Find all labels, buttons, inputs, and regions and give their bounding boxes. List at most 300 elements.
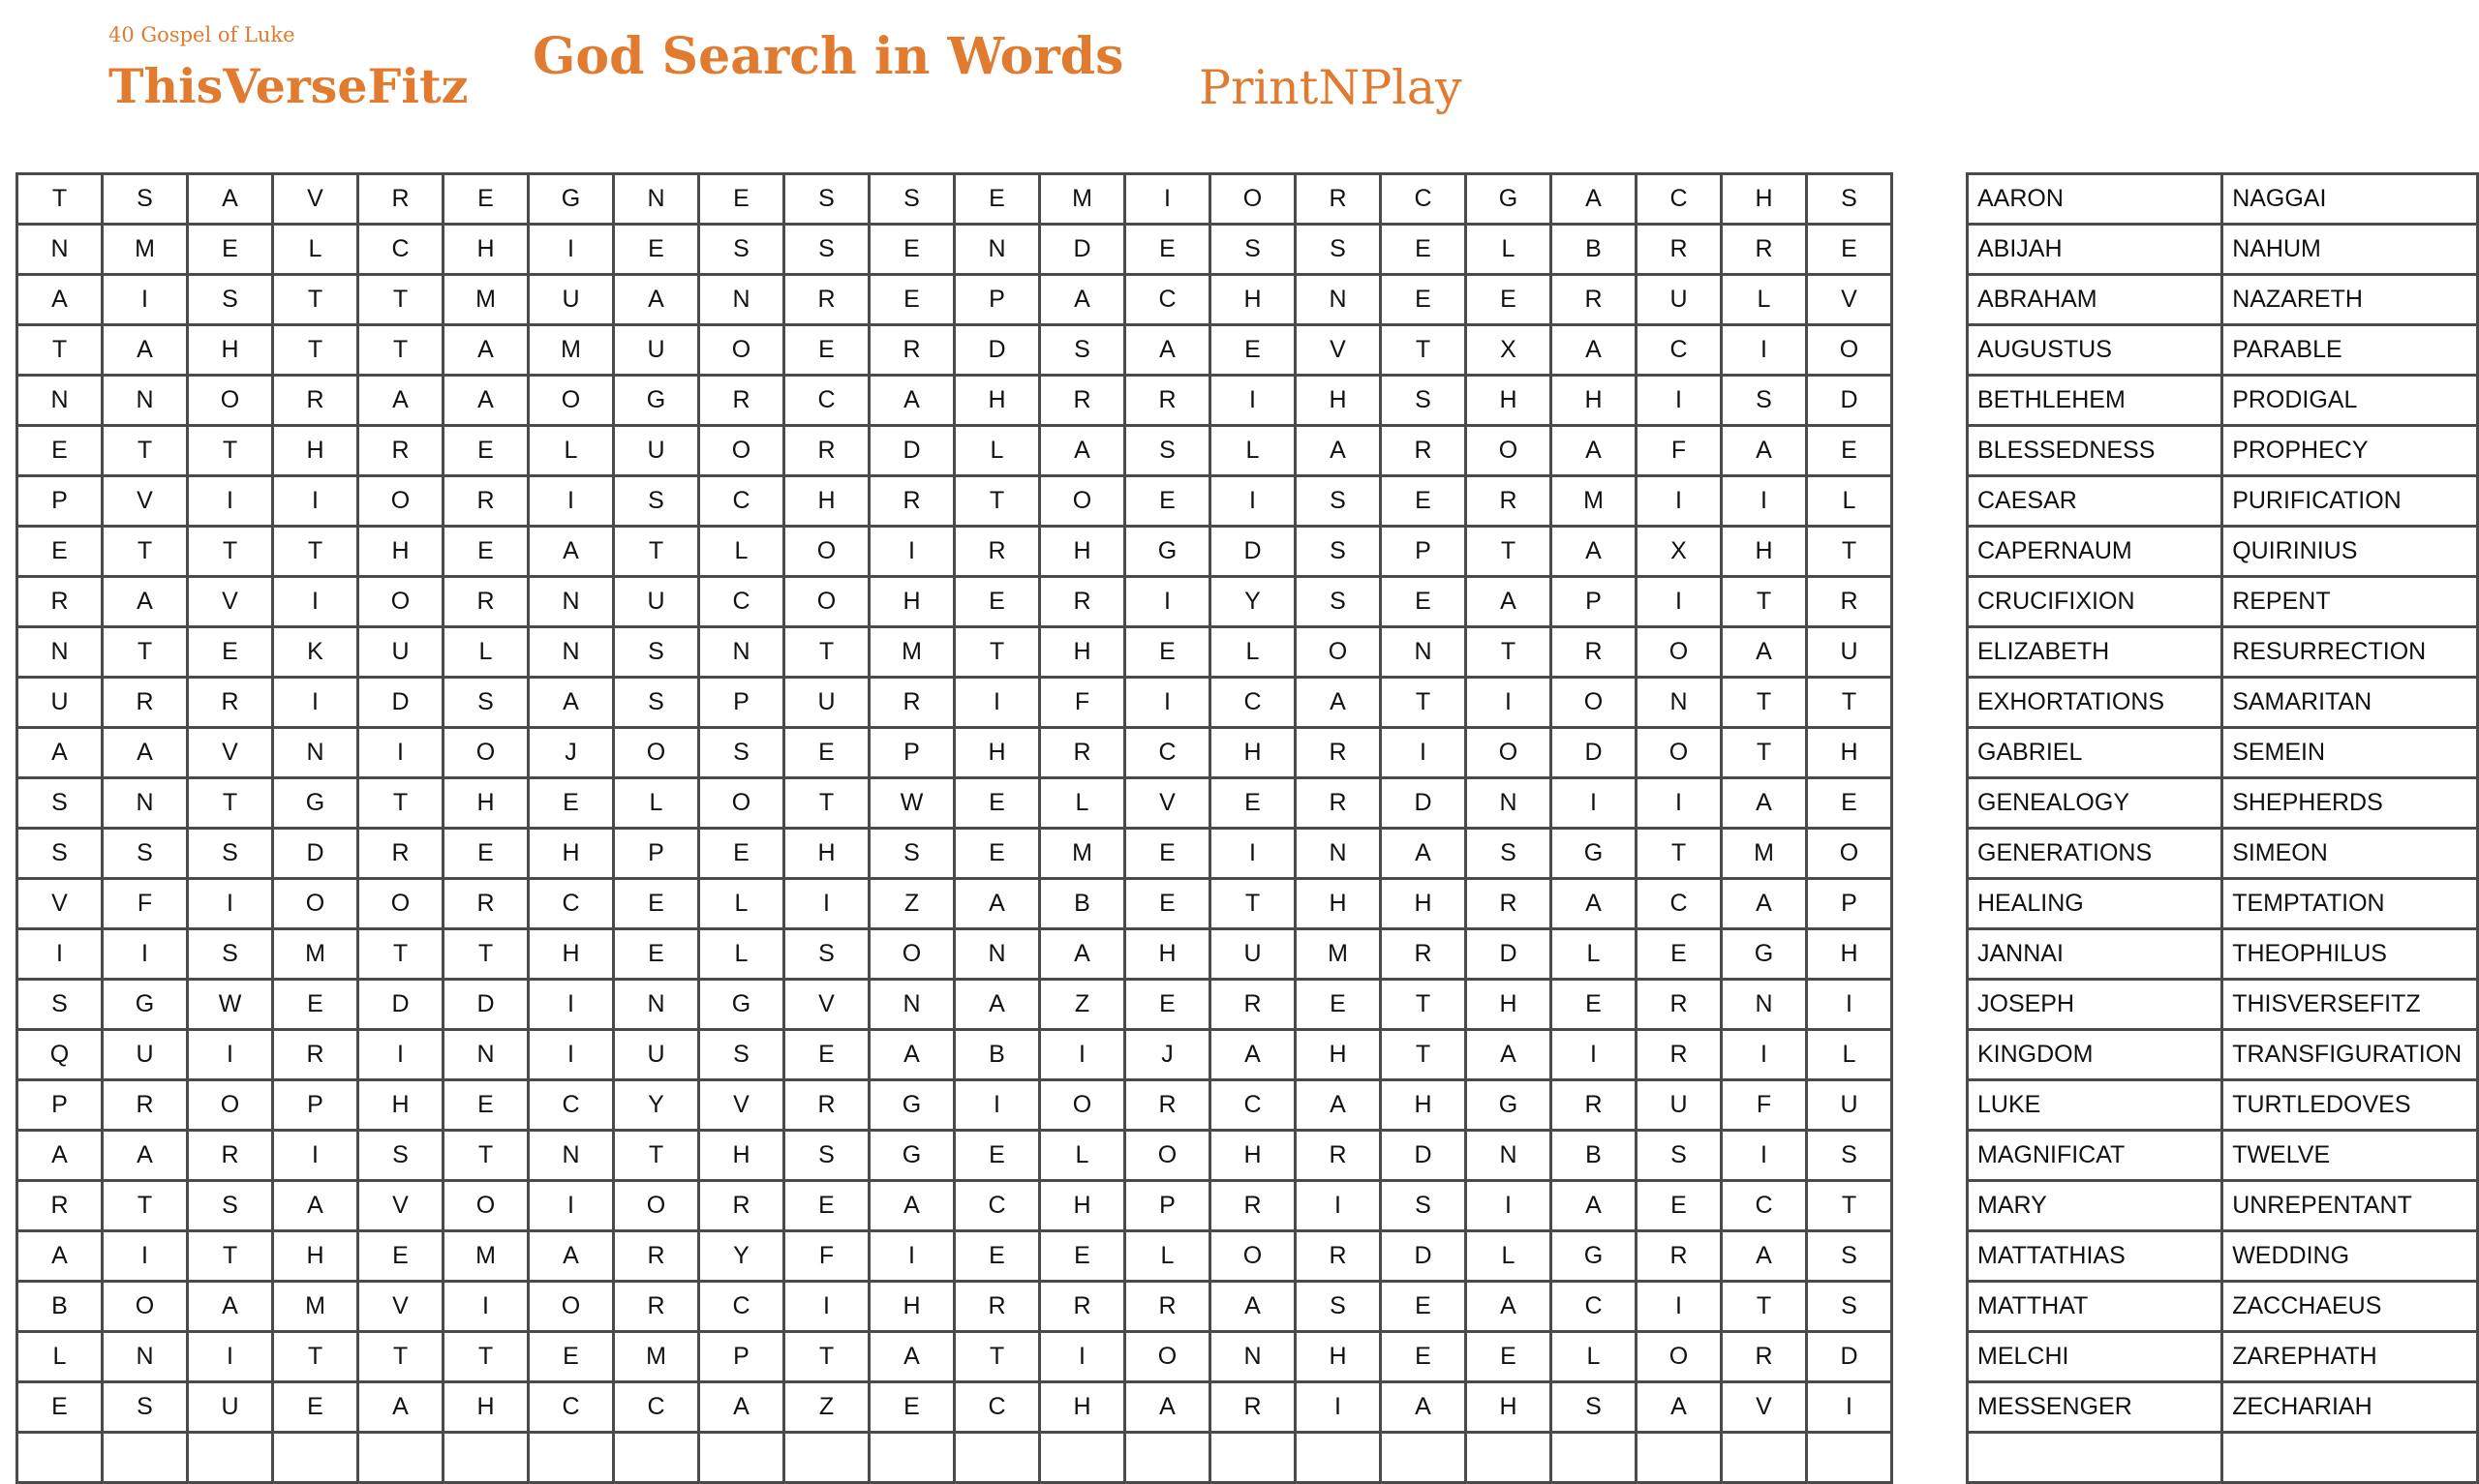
grid-cell[interactable]: E [444,174,529,225]
grid-cell[interactable]: C [529,1080,614,1131]
grid-cell[interactable]: H [1807,728,1892,778]
grid-cell[interactable]: H [444,1382,529,1433]
grid-cell[interactable]: I [1210,476,1296,527]
grid-cell[interactable]: T [188,778,273,829]
grid-cell[interactable]: T [103,627,188,678]
grid-cell[interactable]: A [103,728,188,778]
grid-cell[interactable]: O [699,778,784,829]
grid-cell[interactable]: N [103,376,188,426]
grid-cell[interactable]: Y [614,1080,699,1131]
grid-cell[interactable]: A [955,879,1040,929]
grid-cell[interactable]: N [614,174,699,225]
grid-cell[interactable]: I [1125,174,1210,225]
grid-cell[interactable]: U [614,325,699,376]
grid-cell[interactable]: D [1381,1231,1466,1282]
grid-cell[interactable]: E [188,225,273,275]
grid-cell[interactable]: D [1807,1332,1892,1382]
grid-cell[interactable]: P [1551,577,1637,627]
grid-cell[interactable]: S [188,1181,273,1231]
grid-cell[interactable]: N [1722,980,1807,1030]
grid-cell[interactable]: A [1381,829,1466,879]
grid-cell[interactable]: C [699,577,784,627]
grid-cell[interactable]: H [529,929,614,980]
grid-cell[interactable]: A [1722,778,1807,829]
grid-cell[interactable]: R [358,426,444,476]
grid-cell[interactable]: E [1466,275,1551,325]
grid-cell[interactable]: N [529,627,614,678]
grid-cell[interactable]: H [784,829,870,879]
grid-cell[interactable]: T [1807,678,1892,728]
grid-cell[interactable]: H [273,426,358,476]
grid-cell[interactable]: E [784,325,870,376]
grid-cell[interactable]: A [1296,1080,1381,1131]
grid-cell[interactable]: R [1125,1080,1210,1131]
grid-cell[interactable]: D [358,678,444,728]
grid-cell[interactable]: W [870,778,955,829]
grid-cell[interactable]: V [699,1080,784,1131]
grid-cell[interactable]: T [103,1181,188,1231]
grid-cell[interactable]: H [1040,1382,1125,1433]
grid-cell[interactable]: H [1296,376,1381,426]
grid-cell[interactable]: L [614,778,699,829]
grid-cell[interactable]: D [358,980,444,1030]
grid-cell[interactable]: N [1466,1131,1551,1181]
grid-cell[interactable]: P [614,829,699,879]
grid-cell[interactable]: A [1296,426,1381,476]
grid-cell[interactable]: G [614,376,699,426]
grid-cell[interactable]: T [103,527,188,577]
grid-cell[interactable]: C [614,1382,699,1433]
grid-cell[interactable]: L [699,527,784,577]
grid-cell[interactable]: O [358,879,444,929]
grid-cell[interactable]: N [870,980,955,1030]
grid-cell[interactable]: E [870,275,955,325]
grid-cell[interactable]: A [1296,678,1381,728]
grid-cell[interactable]: S [784,225,870,275]
grid-cell[interactable]: E [1637,1181,1722,1231]
grid-cell[interactable]: V [1125,778,1210,829]
grid-cell[interactable] [870,1433,955,1483]
grid-cell[interactable]: H [1296,1030,1381,1080]
grid-cell[interactable]: P [955,275,1040,325]
grid-cell[interactable]: D [1807,376,1892,426]
grid-cell[interactable]: D [1381,778,1466,829]
grid-cell[interactable]: L [1466,1231,1551,1282]
grid-cell[interactable]: R [1637,225,1722,275]
grid-cell[interactable]: M [444,275,529,325]
grid-cell[interactable]: A [1722,879,1807,929]
grid-cell[interactable]: I [103,929,188,980]
grid-cell[interactable]: I [529,225,614,275]
grid-cell[interactable]: I [17,929,103,980]
grid-cell[interactable]: E [1381,1282,1466,1332]
grid-cell[interactable]: U [103,1030,188,1080]
grid-cell[interactable]: H [1296,1332,1381,1382]
grid-cell[interactable]: M [273,929,358,980]
grid-cell[interactable] [955,1433,1040,1483]
grid-cell[interactable]: C [1551,1282,1637,1332]
grid-cell[interactable]: B [17,1282,103,1332]
grid-cell[interactable]: I [1466,1181,1551,1231]
grid-cell[interactable]: T [955,627,1040,678]
grid-cell[interactable]: T [1722,577,1807,627]
grid-cell[interactable]: A [1125,1382,1210,1433]
grid-cell[interactable]: I [444,1282,529,1332]
grid-cell[interactable]: I [1125,678,1210,728]
grid-cell[interactable]: L [444,627,529,678]
grid-cell[interactable]: P [870,728,955,778]
grid-cell[interactable]: R [103,678,188,728]
grid-cell[interactable]: S [1210,225,1296,275]
grid-cell[interactable]: I [529,1181,614,1231]
grid-cell[interactable]: A [529,678,614,728]
grid-cell[interactable] [103,1433,188,1483]
grid-cell[interactable]: S [699,225,784,275]
grid-cell[interactable]: D [273,829,358,879]
grid-cell[interactable]: H [784,476,870,527]
grid-cell[interactable]: I [358,1030,444,1080]
grid-cell[interactable]: V [273,174,358,225]
grid-cell[interactable]: O [1551,678,1637,728]
grid-cell[interactable]: E [955,829,1040,879]
grid-cell[interactable]: I [103,1231,188,1282]
grid-cell[interactable]: R [1551,1080,1637,1131]
grid-cell[interactable]: A [17,275,103,325]
grid-cell[interactable]: O [1807,325,1892,376]
grid-cell[interactable]: N [699,275,784,325]
grid-cell[interactable]: G [1551,1231,1637,1282]
grid-cell[interactable]: C [529,1382,614,1433]
grid-cell[interactable]: R [1637,1231,1722,1282]
grid-cell[interactable]: O [1210,1231,1296,1282]
grid-cell[interactable]: E [870,225,955,275]
grid-cell[interactable]: F [1722,1080,1807,1131]
grid-cell[interactable]: A [699,1382,784,1433]
grid-cell[interactable]: U [614,426,699,476]
grid-cell[interactable]: E [1040,1231,1125,1282]
grid-cell[interactable]: E [1125,225,1210,275]
grid-cell[interactable] [1040,1433,1125,1483]
grid-cell[interactable]: E [273,980,358,1030]
grid-cell[interactable]: N [1296,829,1381,879]
grid-cell[interactable]: T [188,527,273,577]
grid-cell[interactable]: Y [699,1231,784,1282]
grid-cell[interactable]: C [699,1282,784,1332]
grid-cell[interactable]: M [1296,929,1381,980]
grid-cell[interactable]: S [17,778,103,829]
grid-cell[interactable]: I [529,476,614,527]
grid-cell[interactable]: A [1466,577,1551,627]
grid-cell[interactable]: R [1296,174,1381,225]
grid-cell[interactable]: I [1210,376,1296,426]
grid-cell[interactable]: T [1466,527,1551,577]
grid-cell[interactable]: L [273,225,358,275]
grid-cell[interactable]: X [1466,325,1551,376]
grid-cell[interactable]: R [870,678,955,728]
grid-cell[interactable]: B [1551,1131,1637,1181]
grid-cell[interactable]: N [529,1131,614,1181]
grid-cell[interactable]: R [614,1231,699,1282]
grid-cell[interactable]: T [1722,1282,1807,1332]
grid-cell[interactable]: F [1637,426,1722,476]
grid-cell[interactable]: C [1722,1181,1807,1231]
grid-cell[interactable]: D [955,325,1040,376]
grid-cell[interactable]: P [699,1332,784,1382]
grid-cell[interactable]: U [1210,929,1296,980]
grid-cell[interactable]: I [784,1282,870,1332]
grid-cell[interactable]: E [1637,929,1722,980]
grid-cell[interactable]: S [444,678,529,728]
grid-cell[interactable]: E [17,527,103,577]
grid-cell[interactable]: T [273,325,358,376]
grid-cell[interactable]: M [870,627,955,678]
grid-cell[interactable]: S [1296,527,1381,577]
grid-cell[interactable]: V [1807,275,1892,325]
grid-cell[interactable]: H [1551,376,1637,426]
grid-cell[interactable]: S [614,476,699,527]
grid-cell[interactable]: E [1125,829,1210,879]
grid-cell[interactable]: G [870,1080,955,1131]
grid-cell[interactable]: S [1637,1131,1722,1181]
grid-cell[interactable]: S [1807,174,1892,225]
grid-cell[interactable] [1551,1433,1637,1483]
grid-cell[interactable]: N [699,627,784,678]
grid-cell[interactable]: H [1381,1080,1466,1131]
grid-cell[interactable]: U [614,577,699,627]
grid-cell[interactable]: P [1381,527,1466,577]
grid-cell[interactable]: I [188,476,273,527]
grid-cell[interactable]: R [1637,980,1722,1030]
grid-cell[interactable]: I [1637,1282,1722,1332]
grid-cell[interactable]: L [1466,225,1551,275]
grid-cell[interactable]: O [529,1282,614,1332]
grid-cell[interactable]: I [1722,1030,1807,1080]
grid-cell[interactable]: S [1381,1181,1466,1231]
grid-cell[interactable]: D [870,426,955,476]
grid-cell[interactable]: E [1381,225,1466,275]
grid-cell[interactable]: P [1125,1181,1210,1231]
grid-cell[interactable]: A [1551,527,1637,577]
grid-cell[interactable]: U [784,678,870,728]
grid-cell[interactable]: L [1551,929,1637,980]
grid-cell[interactable]: R [699,376,784,426]
grid-cell[interactable]: N [17,225,103,275]
grid-cell[interactable] [1381,1433,1466,1483]
grid-cell[interactable] [188,1433,273,1483]
grid-cell[interactable]: O [273,879,358,929]
grid-cell[interactable]: U [358,627,444,678]
grid-cell[interactable]: N [103,1332,188,1382]
grid-cell[interactable]: N [955,929,1040,980]
grid-cell[interactable]: H [1466,980,1551,1030]
grid-cell[interactable]: I [1722,476,1807,527]
grid-cell[interactable]: S [103,1382,188,1433]
grid-cell[interactable]: F [784,1231,870,1282]
grid-cell[interactable]: R [444,577,529,627]
grid-cell[interactable]: S [784,929,870,980]
grid-cell[interactable]: V [1722,1382,1807,1433]
grid-cell[interactable]: E [1125,980,1210,1030]
grid-cell[interactable]: T [1210,879,1296,929]
grid-cell[interactable]: I [1040,1030,1125,1080]
grid-cell[interactable]: H [358,527,444,577]
grid-cell[interactable]: T [1381,325,1466,376]
grid-cell[interactable]: N [1466,778,1551,829]
grid-cell[interactable] [1296,1433,1381,1483]
grid-cell[interactable]: I [1637,376,1722,426]
grid-cell[interactable]: G [699,980,784,1030]
grid-cell[interactable]: A [103,325,188,376]
grid-cell[interactable]: I [1722,1131,1807,1181]
grid-cell[interactable]: R [1722,1332,1807,1382]
grid-cell[interactable]: I [1551,778,1637,829]
grid-cell[interactable]: E [188,627,273,678]
grid-cell[interactable]: I [273,1131,358,1181]
grid-cell[interactable]: J [1125,1030,1210,1080]
grid-cell[interactable]: T [1381,678,1466,728]
grid-cell[interactable]: A [273,1181,358,1231]
grid-cell[interactable]: N [103,778,188,829]
grid-cell[interactable]: E [784,1181,870,1231]
grid-cell[interactable]: C [1381,174,1466,225]
grid-cell[interactable]: B [1040,879,1125,929]
grid-cell[interactable]: U [1637,1080,1722,1131]
grid-cell[interactable]: I [1296,1382,1381,1433]
grid-cell[interactable]: V [188,728,273,778]
grid-cell[interactable]: T [784,1332,870,1382]
grid-cell[interactable]: L [1210,627,1296,678]
grid-cell[interactable]: R [784,275,870,325]
grid-cell[interactable]: T [273,1332,358,1382]
grid-cell[interactable]: U [1637,275,1722,325]
grid-cell[interactable]: P [17,1080,103,1131]
grid-cell[interactable]: E [955,577,1040,627]
grid-cell[interactable]: N [273,728,358,778]
grid-cell[interactable] [358,1433,444,1483]
grid-cell[interactable]: V [17,879,103,929]
grid-cell[interactable]: S [870,829,955,879]
grid-cell[interactable]: B [955,1030,1040,1080]
grid-cell[interactable] [444,1433,529,1483]
grid-cell[interactable]: I [273,678,358,728]
grid-cell[interactable]: E [784,1030,870,1080]
grid-cell[interactable]: H [1807,929,1892,980]
grid-cell[interactable]: T [1807,527,1892,577]
grid-cell[interactable]: O [529,376,614,426]
grid-cell[interactable]: U [614,1030,699,1080]
grid-cell[interactable]: H [1210,275,1296,325]
grid-cell[interactable]: N [1210,1332,1296,1382]
grid-cell[interactable]: K [273,627,358,678]
grid-cell[interactable]: I [1637,577,1722,627]
grid-cell[interactable]: S [1807,1231,1892,1282]
grid-cell[interactable]: R [358,829,444,879]
grid-cell[interactable]: O [699,325,784,376]
grid-cell[interactable]: E [1125,879,1210,929]
grid-cell[interactable]: C [1210,678,1296,728]
grid-cell[interactable]: T [103,426,188,476]
grid-cell[interactable]: S [614,678,699,728]
grid-cell[interactable]: S [1807,1282,1892,1332]
grid-cell[interactable]: R [103,1080,188,1131]
grid-cell[interactable]: L [17,1332,103,1382]
grid-cell[interactable]: V [358,1282,444,1332]
grid-cell[interactable]: T [17,174,103,225]
grid-cell[interactable]: T [955,476,1040,527]
grid-cell[interactable]: N [1296,275,1381,325]
grid-cell[interactable]: S [1296,476,1381,527]
grid-cell[interactable]: E [699,174,784,225]
grid-cell[interactable]: R [1125,376,1210,426]
grid-cell[interactable]: A [870,1181,955,1231]
grid-cell[interactable]: E [1210,325,1296,376]
grid-cell[interactable]: A [1551,1181,1637,1231]
grid-cell[interactable]: E [614,929,699,980]
grid-cell[interactable]: P [1807,879,1892,929]
grid-cell[interactable] [1807,1433,1892,1483]
grid-cell[interactable]: M [1551,476,1637,527]
grid-cell[interactable]: G [1466,1080,1551,1131]
grid-cell[interactable]: I [188,1030,273,1080]
grid-cell[interactable]: A [870,376,955,426]
grid-cell[interactable]: I [1722,325,1807,376]
grid-cell[interactable]: U [1807,627,1892,678]
grid-cell[interactable]: S [1040,325,1125,376]
grid-cell[interactable]: A [1637,1382,1722,1433]
grid-cell[interactable]: E [529,1332,614,1382]
grid-cell[interactable]: T [1722,728,1807,778]
grid-cell[interactable]: O [614,1181,699,1231]
grid-cell[interactable]: R [1296,778,1381,829]
grid-cell[interactable]: I [1807,1382,1892,1433]
grid-cell[interactable]: P [273,1080,358,1131]
grid-cell[interactable]: T [444,1332,529,1382]
grid-cell[interactable]: R [1210,1382,1296,1433]
grid-cell[interactable]: A [17,1231,103,1282]
grid-cell[interactable]: R [1040,577,1125,627]
grid-cell[interactable]: S [1296,225,1381,275]
grid-cell[interactable]: R [1040,728,1125,778]
grid-cell[interactable] [273,1433,358,1483]
grid-cell[interactable]: H [1466,1382,1551,1433]
grid-cell[interactable]: E [17,1382,103,1433]
grid-cell[interactable]: A [1466,1030,1551,1080]
grid-cell[interactable]: R [444,879,529,929]
grid-cell[interactable]: H [1040,627,1125,678]
grid-cell[interactable]: B [1551,225,1637,275]
grid-cell[interactable]: O [699,426,784,476]
grid-cell[interactable]: O [1296,627,1381,678]
grid-cell[interactable]: I [1551,1030,1637,1080]
grid-cell[interactable]: R [1125,1282,1210,1332]
grid-cell[interactable]: M [103,225,188,275]
grid-cell[interactable]: S [1466,829,1551,879]
grid-cell[interactable]: A [870,1030,955,1080]
grid-cell[interactable]: E [699,829,784,879]
grid-cell[interactable]: S [188,829,273,879]
grid-cell[interactable]: E [955,1131,1040,1181]
grid-cell[interactable]: O [1466,728,1551,778]
grid-cell[interactable]: O [1637,728,1722,778]
grid-cell[interactable]: S [699,1030,784,1080]
grid-cell[interactable]: E [358,1231,444,1282]
grid-cell[interactable]: T [1381,1030,1466,1080]
grid-cell[interactable]: R [358,174,444,225]
grid-cell[interactable]: A [1551,879,1637,929]
grid-cell[interactable]: I [1040,1332,1125,1382]
grid-cell[interactable]: T [614,527,699,577]
grid-cell[interactable]: H [1125,929,1210,980]
